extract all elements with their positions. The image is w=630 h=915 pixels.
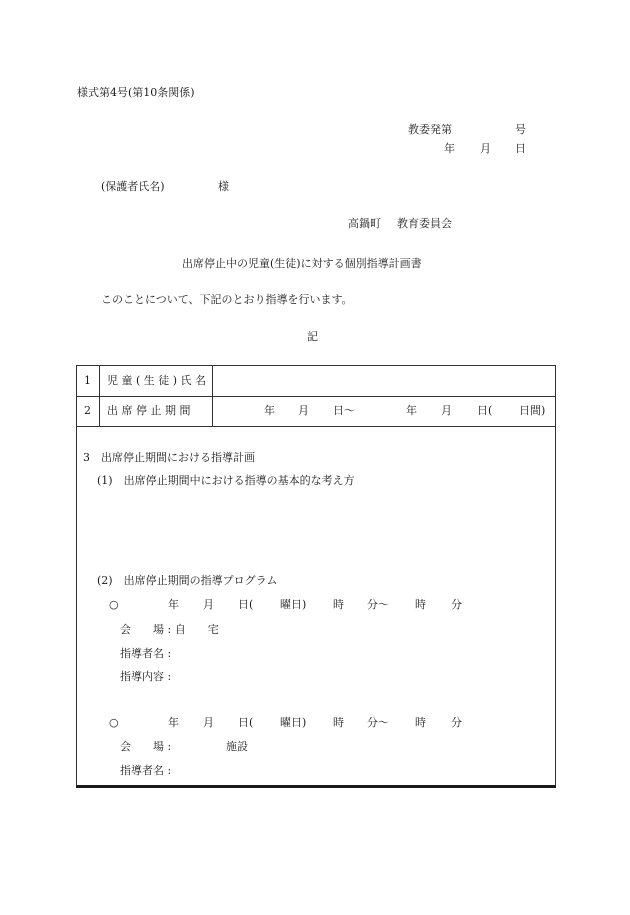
section3-heading: 3 出席停止期間における指導計画 [83, 451, 255, 464]
row-divider [77, 426, 555, 427]
program2-end-hour: 時 [415, 716, 426, 729]
from-day: 日〜 [333, 404, 355, 417]
program1-day: 日( [238, 598, 254, 611]
doc-number-suffix: 号 [515, 123, 526, 136]
program2-venue-value: 施設 [226, 740, 248, 753]
from-year: 年 [264, 404, 275, 417]
from-month: 月 [298, 404, 309, 417]
plan-form-table [76, 365, 556, 788]
date-day: 日 [515, 142, 526, 155]
sender-municipality: 高鍋町 [348, 217, 381, 230]
suspension-period-label: 出 席 停 止 期 間 [107, 404, 191, 417]
program2-year: 年 [168, 716, 179, 729]
to-month: 月 [441, 404, 452, 417]
program1-month: 月 [203, 598, 214, 611]
program1-start-min: 分〜 [367, 598, 389, 611]
program1-venue: 会 場 : 自 宅 [120, 623, 219, 636]
document-title: 出席停止中の児童(生徒)に対する個別指導計画書 [182, 257, 422, 270]
ki-label: 記 [307, 330, 318, 343]
to-day: 日( [477, 404, 493, 417]
guardian-name-label: (保護者氏名) [101, 180, 165, 193]
row1-number: 1 [84, 374, 91, 387]
program1-end-hour: 時 [415, 598, 426, 611]
program2-instructor-label: 指導者名 : [120, 764, 172, 777]
form-number: 様式第4号(第10条関係) [77, 86, 195, 99]
program1-year: 年 [168, 598, 179, 611]
program1-end-min: 分 [451, 598, 462, 611]
program1-bullet: ○ [109, 598, 119, 611]
program2-start-min: 分〜 [367, 716, 389, 729]
program1-instructor-label: 指導者名 : [120, 647, 172, 660]
intro-text: このことについて、下記のとおり指導を行います。 [101, 293, 353, 306]
program1-content-label: 指導内容 : [120, 670, 172, 683]
program2-end-min: 分 [451, 716, 462, 729]
honorific: 様 [218, 180, 229, 193]
program2-weekday: 曜日) [280, 716, 307, 729]
column-divider [99, 366, 100, 426]
program2-venue-label: 会 場 : [120, 740, 172, 753]
date-year: 年 [444, 142, 455, 155]
row2-number: 2 [84, 404, 91, 417]
total-days: 日間) [519, 404, 546, 417]
program2-day: 日( [238, 716, 254, 729]
sender-board: 教育委員会 [397, 217, 452, 230]
program1-weekday: 曜日) [280, 598, 307, 611]
program2-month: 月 [203, 716, 214, 729]
to-year: 年 [406, 404, 417, 417]
column-divider [212, 366, 213, 426]
section3-sub2: (2) 出席停止期間の指導プログラム [97, 574, 278, 587]
section3-sub1: (1) 出席停止期間中における指導の基本的な考え方 [97, 474, 355, 487]
program2-start-hour: 時 [333, 716, 344, 729]
program2-bullet: ○ [109, 716, 119, 729]
row-divider [77, 396, 555, 397]
date-month: 月 [480, 142, 491, 155]
doc-number-prefix: 教委発第 [408, 123, 452, 136]
student-name-label: 児 童 ( 生 徒 ) 氏 名 [107, 374, 207, 387]
program1-start-hour: 時 [333, 598, 344, 611]
